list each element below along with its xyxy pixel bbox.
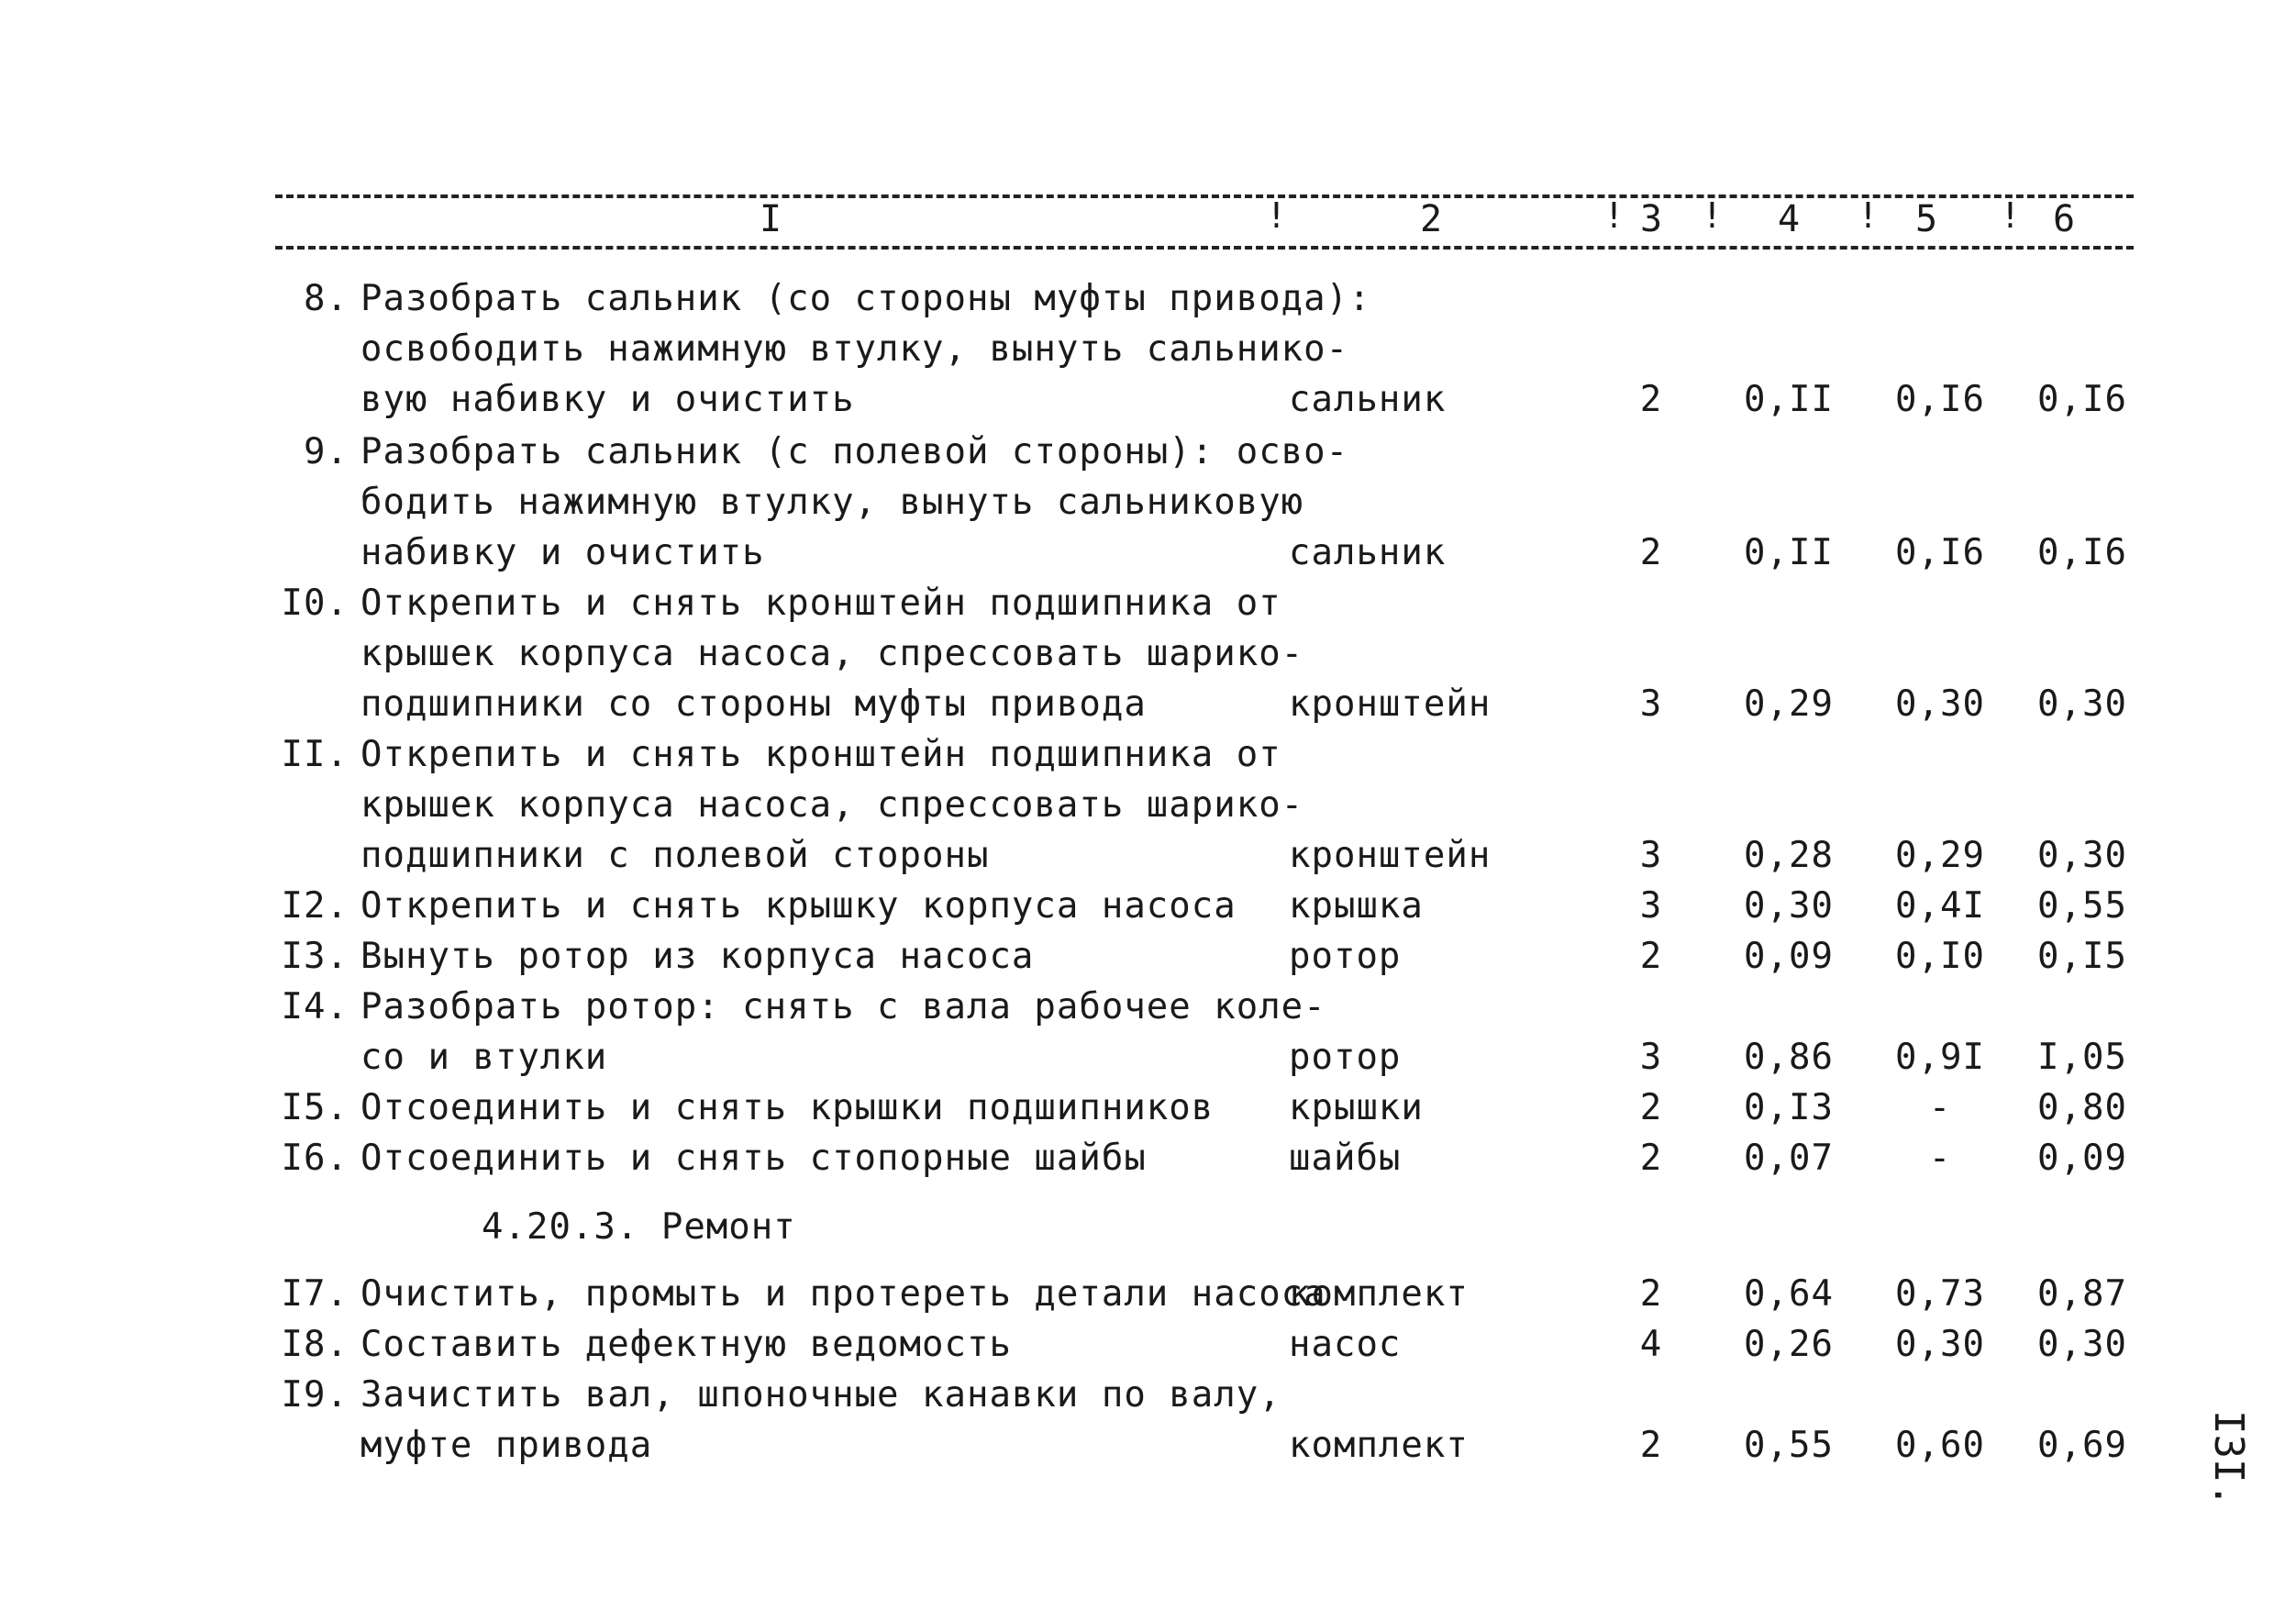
row-value-6: 0,30 — [2037, 683, 2127, 725]
row-value-4: 0,I3 — [1744, 1087, 1834, 1128]
column-separator: ! — [1858, 195, 1879, 236]
column-separator: ! — [1266, 195, 1287, 236]
row-text-line: Очистить, промыть и протереть детали насоса — [360, 1273, 1326, 1315]
row-unit: крышки — [1289, 1087, 1424, 1128]
row-text-line: Составить дефектную ведомость — [360, 1324, 1012, 1365]
row-value-6: 0,09 — [2037, 1138, 2127, 1179]
row-number: 8. — [304, 278, 349, 319]
row-value-5: 0,29 — [1895, 835, 1985, 876]
row-text-line: Открепить и снять кронштейн подшипника от — [360, 583, 1281, 624]
row-grade: 2 — [1639, 1425, 1663, 1466]
row-grade: 2 — [1639, 379, 1663, 420]
row-text-line: подшипники со стороны муфты привода — [360, 683, 1147, 725]
row-text-line: Разобрать сальник (со стороны муфты привода): — [360, 278, 1371, 319]
row-text-line: Отсоединить и снять крышки подшипников — [360, 1087, 1215, 1128]
row-grade: 3 — [1639, 835, 1663, 876]
row-value-6: 0,69 — [2037, 1425, 2127, 1466]
row-text-line: освободить нажимную втулку, вынуть сальнико- — [360, 328, 1349, 370]
row-value-6: 0,30 — [2037, 835, 2127, 876]
row-unit: комплект — [1289, 1273, 1469, 1315]
row-text-line: Открепить и снять крышку корпуса насоса — [360, 885, 1237, 927]
row-text-line: Разобрать ротор: снять с вала рабочее коле- — [360, 986, 1326, 1027]
row-number: I8. — [281, 1324, 349, 1365]
row-value-5: 0,73 — [1895, 1273, 1985, 1315]
row-value-5: 0,9I — [1895, 1037, 1985, 1078]
row-value-6: 0,30 — [2037, 1324, 2127, 1365]
row-grade: 2 — [1639, 1273, 1663, 1315]
row-unit: комплект — [1289, 1425, 1469, 1466]
row-value-4: 0,07 — [1744, 1138, 1834, 1179]
row-value-6: 0,I6 — [2037, 532, 2127, 573]
row-value-5: - — [1928, 1087, 1952, 1128]
row-value-5: 0,30 — [1895, 1324, 1985, 1365]
row-unit: ротор — [1289, 936, 1402, 977]
row-value-6: 0,87 — [2037, 1273, 2127, 1315]
row-text-line: вую набивку и очистить — [360, 379, 855, 420]
row-grade: 2 — [1639, 1138, 1663, 1179]
row-value-4: 0,55 — [1744, 1425, 1834, 1466]
row-unit: крышка — [1289, 885, 1424, 927]
column-header-2: 2 — [1419, 198, 1443, 240]
row-value-5: 0,I6 — [1895, 379, 1985, 420]
row-grade: 2 — [1639, 936, 1663, 977]
row-text-line: крышек корпуса насоса, спрессовать шарико- — [360, 784, 1304, 826]
row-value-5: 0,30 — [1895, 683, 1985, 725]
row-grade: 3 — [1639, 1037, 1663, 1078]
row-value-4: 0,II — [1744, 379, 1834, 420]
row-unit: насос — [1289, 1324, 1402, 1365]
row-text-line: муфте привода — [360, 1425, 653, 1466]
row-text-line: Вынуть ротор из корпуса насоса — [360, 936, 1035, 977]
row-number: I7. — [281, 1273, 349, 1315]
page-number: I3I. — [2205, 1410, 2252, 1507]
row-value-4: 0,26 — [1744, 1324, 1834, 1365]
row-value-6: 0,I5 — [2037, 936, 2127, 977]
row-unit: ротор — [1289, 1037, 1402, 1078]
row-number: I6. — [281, 1138, 349, 1179]
column-separator: ! — [2000, 195, 2021, 236]
row-text-line: со и втулки — [360, 1037, 608, 1078]
row-value-4: 0,II — [1744, 532, 1834, 573]
row-number: I4. — [281, 986, 349, 1027]
column-header-4: 4 — [1777, 198, 1801, 240]
row-value-4: 0,09 — [1744, 936, 1834, 977]
row-value-5: 0,60 — [1895, 1425, 1985, 1466]
column-header-5: 5 — [1914, 198, 1938, 240]
row-value-4: 0,86 — [1744, 1037, 1834, 1078]
row-text-line: подшипники с полевой стороны — [360, 835, 990, 876]
row-value-6: 0,I6 — [2037, 379, 2127, 420]
row-number: II. — [281, 734, 349, 775]
row-value-5: 0,I6 — [1895, 532, 1985, 573]
row-number: 9. — [304, 431, 349, 472]
header-top-rule — [275, 194, 2134, 198]
row-unit: сальник — [1289, 379, 1447, 420]
row-value-4: 0,28 — [1744, 835, 1834, 876]
row-unit: сальник — [1289, 532, 1447, 573]
column-header-1: I — [759, 198, 782, 240]
row-grade: 3 — [1639, 683, 1663, 725]
row-value-6: 0,80 — [2037, 1087, 2127, 1128]
column-header-3: 3 — [1639, 198, 1663, 240]
row-value-4: 0,64 — [1744, 1273, 1834, 1315]
row-value-4: 0,29 — [1744, 683, 1834, 725]
row-number: I9. — [281, 1374, 349, 1416]
row-text-line: Зачистить вал, шпоночные канавки по валу, — [360, 1374, 1281, 1416]
row-text-line: Разобрать сальник (с полевой стороны): осво- — [360, 431, 1349, 472]
row-text-line: набивку и очистить — [360, 532, 765, 573]
row-value-5: 0,4I — [1895, 885, 1985, 927]
row-text-line: бодить нажимную втулку, вынуть сальниковую — [360, 482, 1304, 523]
column-header-6: 6 — [2052, 198, 2076, 240]
row-number: I0. — [281, 583, 349, 624]
header-bottom-rule — [275, 246, 2134, 250]
row-grade: 2 — [1639, 532, 1663, 573]
row-number: I2. — [281, 885, 349, 927]
row-grade: 2 — [1639, 1087, 1663, 1128]
column-separator: ! — [1702, 195, 1723, 236]
row-value-5: - — [1928, 1138, 1952, 1179]
row-grade: 3 — [1639, 885, 1663, 927]
row-number: I3. — [281, 936, 349, 977]
row-number: I5. — [281, 1087, 349, 1128]
row-unit: кронштейн — [1289, 683, 1492, 725]
section-heading: 4.20.3. Ремонт — [482, 1206, 796, 1248]
row-value-5: 0,I0 — [1895, 936, 1985, 977]
row-value-6: I,05 — [2037, 1037, 2127, 1078]
row-grade: 4 — [1639, 1324, 1663, 1365]
row-value-6: 0,55 — [2037, 885, 2127, 927]
row-text-line: Открепить и снять кронштейн подшипника от — [360, 734, 1281, 775]
row-unit: кронштейн — [1289, 835, 1492, 876]
row-unit: шайбы — [1289, 1138, 1402, 1179]
row-text-line: Отсоединить и снять стопорные шайбы — [360, 1138, 1147, 1179]
column-separator: ! — [1603, 195, 1625, 236]
row-text-line: крышек корпуса насоса, спрессовать шарико- — [360, 633, 1304, 674]
row-value-4: 0,30 — [1744, 885, 1834, 927]
